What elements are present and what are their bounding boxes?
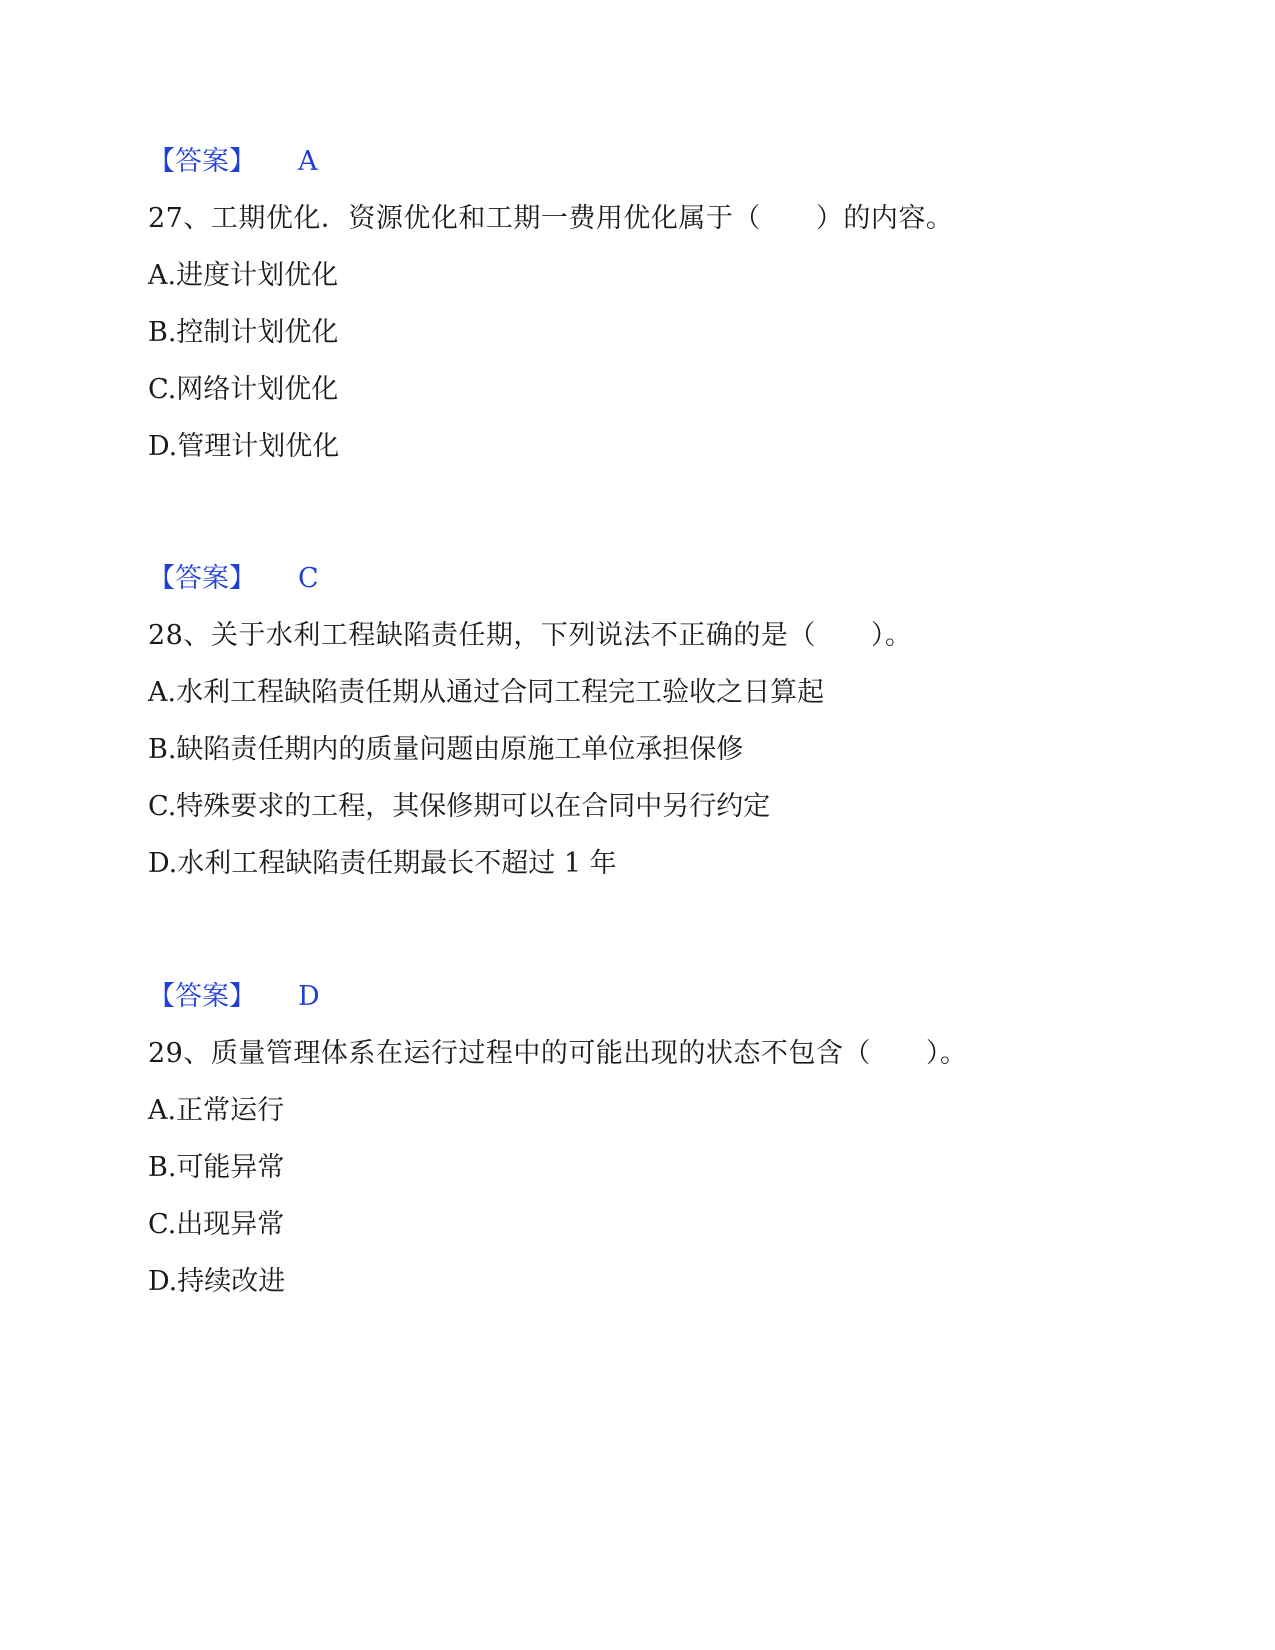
option-a: A.水利工程缺陷责任期从通过合同工程完工验收之日算起 xyxy=(148,677,825,708)
answer-label: 【答案】 xyxy=(148,563,256,594)
answer-section-3 xyxy=(148,974,1228,1020)
question-29 xyxy=(148,1025,1228,1310)
answer-line xyxy=(148,139,1228,185)
question-28 xyxy=(148,607,1228,892)
answer-line xyxy=(148,556,1228,602)
answer-value: D xyxy=(298,981,320,1012)
answer-label: 【答案】 xyxy=(148,146,256,177)
option-c: C.特殊要求的工程，其保修期可以在合同中另行约定 xyxy=(148,791,771,822)
option-c: C.网络计划优化 xyxy=(148,374,339,405)
option-a: A.进度计划优化 xyxy=(148,260,339,291)
option-d: D.管理计划优化 xyxy=(148,431,340,462)
option-a: A.正常运行 xyxy=(148,1095,285,1126)
question-27 xyxy=(148,190,1228,475)
option-d: D.水利工程缺陷责任期最长不超过 1 年 xyxy=(148,848,617,879)
option-b: B.可能异常 xyxy=(148,1152,285,1183)
option-c: C.出现异常 xyxy=(148,1209,285,1240)
answer-value: C xyxy=(298,563,319,594)
question-text: 29、质量管理体系在运行过程中的可能出现的状态不包含（ ）。 xyxy=(148,1038,968,1069)
answer-section-1 xyxy=(148,139,1228,185)
answer-section-2 xyxy=(148,556,1228,602)
question-text: 27、工期优化．资源优化和工期一费用优化属于（ ）的内容。 xyxy=(148,203,954,234)
answer-line xyxy=(148,974,1228,1020)
answer-label: 【答案】 xyxy=(148,981,256,1012)
question-text: 28、关于水利工程缺陷责任期，下列说法不正确的是（ ）。 xyxy=(148,620,913,651)
option-d: D.持续改进 xyxy=(148,1266,286,1297)
answer-value: A xyxy=(298,146,318,177)
option-b: B.控制计划优化 xyxy=(148,317,339,348)
option-b: B.缺陷责任期内的质量问题由原施工单位承担保修 xyxy=(148,734,744,765)
